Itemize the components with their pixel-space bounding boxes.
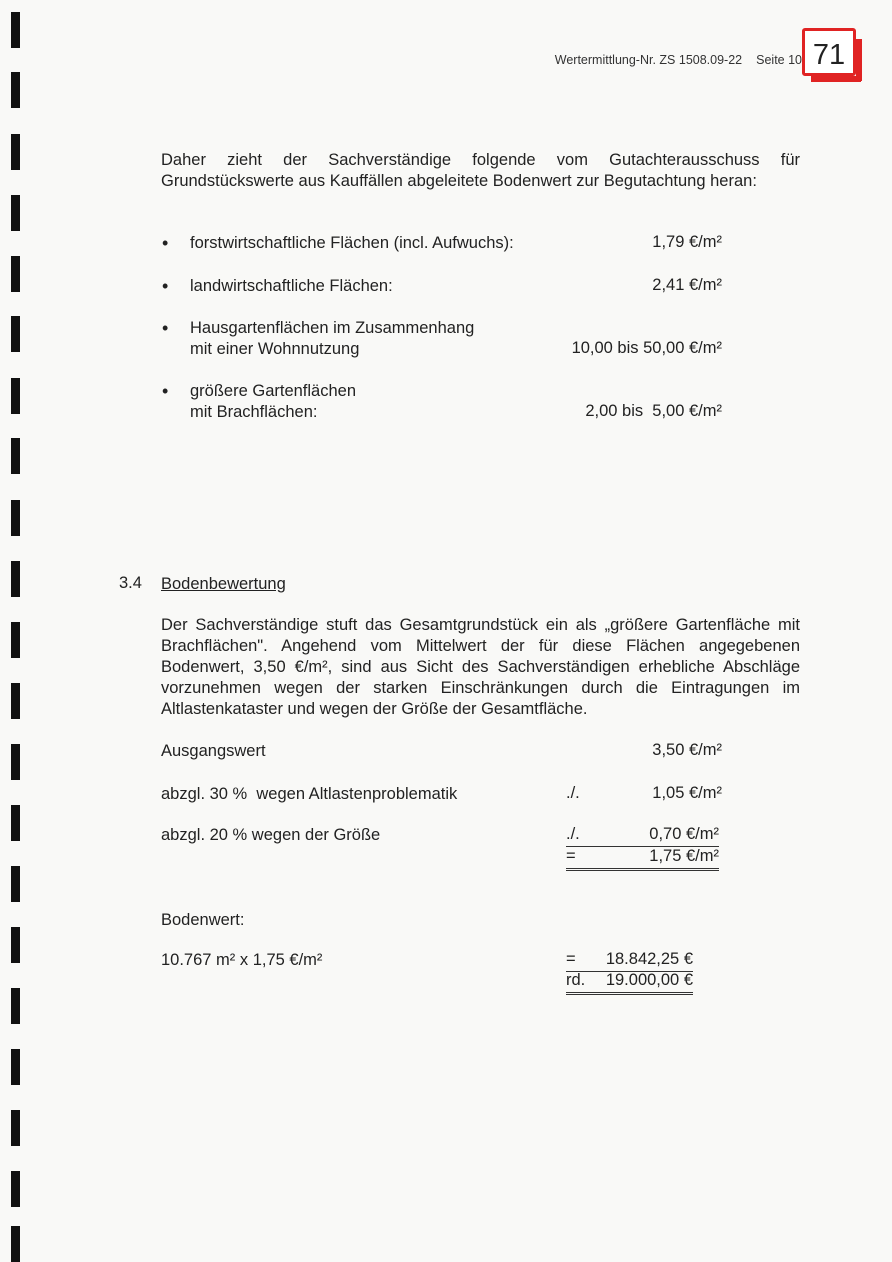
list-item-value: 10,00 bis 50,00 €/m² [571, 339, 722, 357]
land-value-heading: Bodenwert: [161, 911, 245, 929]
list-item-label: landwirtschaftliche Flächen: [190, 277, 393, 295]
deduction-2-value: 0,70 €/m² [649, 825, 719, 843]
land-value-result-row [566, 950, 693, 972]
list-item-label: größere Gartenflächen [190, 382, 357, 400]
base-value-label: Ausgangswert [161, 742, 266, 760]
result-operator: = [566, 847, 576, 865]
land-value-rounded-row [566, 971, 693, 995]
deduction-2-label: abzgl. 20 % wegen der Größe [161, 826, 381, 844]
bullet-icon: • [162, 381, 169, 401]
reference-number: Wertermittlung-Nr. ZS 1508.09-22 [554, 53, 743, 67]
list-item-value: 2,41 €/m² [652, 276, 722, 294]
page-number-label: Seite 10 [756, 53, 802, 67]
list-item-label-continued: mit Brachflächen: [190, 403, 318, 421]
land-value-result-operator: = [566, 950, 576, 968]
list-item-label-continued: mit einer Wohnnutzung [190, 340, 360, 358]
deduction-2-row [566, 825, 719, 847]
page-stamp: 71 [802, 28, 856, 76]
deduction-1-label: abzgl. 30 % wegen Altlastenproblematik [161, 785, 458, 803]
base-value: 3,50 €/m² [652, 741, 722, 759]
list-item-value: 2,00 bis 5,00 €/m² [585, 402, 722, 420]
deduction-1-operator: ./. [566, 784, 580, 802]
land-value-rounded-operator: rd. [566, 971, 586, 989]
list-item-value: 1,79 €/m² [652, 233, 722, 251]
list-item-label: forstwirtschaftliche Flächen (incl. Aufwuchs): [190, 234, 514, 252]
intro-paragraph: Daher zieht der Sachverständige folgende vom Gutachterausschuss für Grundstückswerte aus Kauffällen abgeleitete Bodenwert zur Begutachtung heran: [161, 151, 800, 190]
bullet-icon: • [162, 318, 169, 338]
land-value-rounded: 19.000,00 € [605, 971, 693, 989]
bullet-icon: • [162, 233, 169, 253]
deduction-2-operator: ./. [566, 825, 580, 843]
page-header [470, 53, 802, 67]
calculation-result-value: 1,75 €/m² [649, 847, 719, 865]
calculation-result-row [566, 847, 719, 871]
section-title: Bodenbewertung [161, 575, 286, 593]
binding-marks [11, 0, 21, 1262]
bullet-icon: • [162, 276, 169, 296]
land-value-formula: 10.767 m² x 1,75 €/m² [161, 951, 323, 969]
land-value-result: 18.842,25 € [605, 950, 693, 968]
section-number: 3.4 [119, 574, 142, 592]
list-item-label: Hausgartenflächen im Zusammenhang [190, 319, 475, 337]
deduction-1-value: 1,05 €/m² [652, 784, 722, 802]
section-paragraph: Der Sachverständige stuft das Gesamtgrundstück ein als „größere Gartenfläche mit Brachflächen". Angehend vom Mittelwert der für diese Flächen angegebenen Bodenwert, 3,50 €/m², sind aus Sicht des Sachverständigen erhebliche Abschläge vorzunehmen wegen der starken Einschränkungen durch die Eintragungen im Altlastenkataster und wegen der Größe der Gesamtfläche. [161, 616, 800, 718]
